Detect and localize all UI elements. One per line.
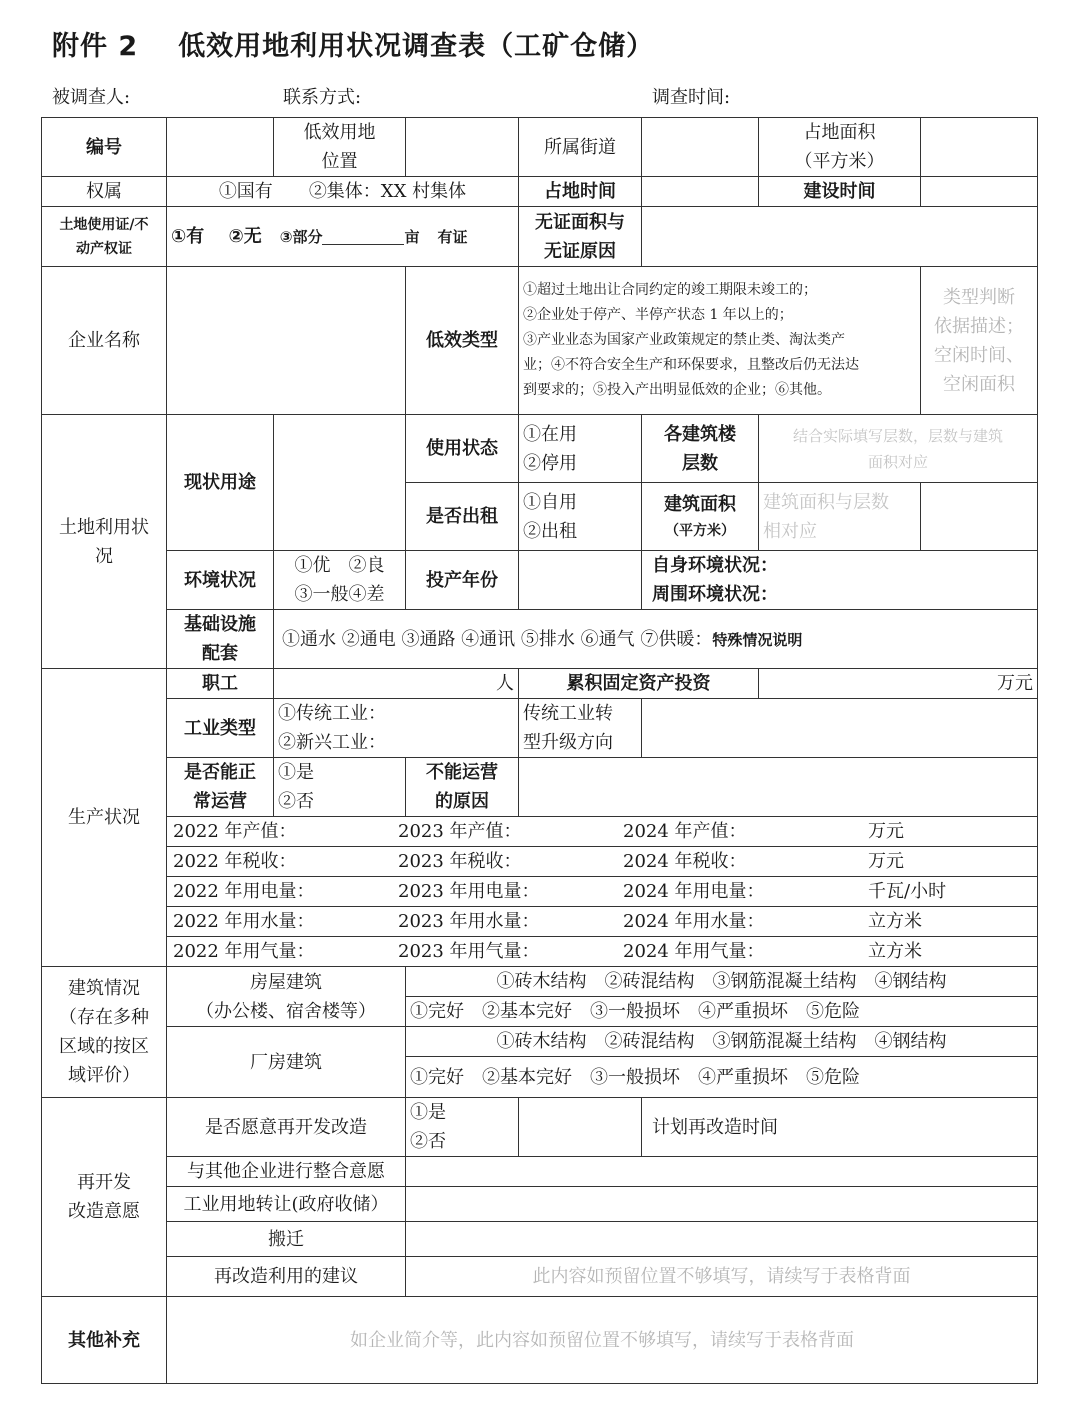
- year-row-tax[interactable]: 2022 年税收： 2023 年税收： 2024 年税收： 万元: [167, 847, 1038, 877]
- label-number: 编号: [42, 118, 167, 177]
- label-staff: 职工: [167, 669, 274, 699]
- field-current-use[interactable]: [274, 415, 406, 551]
- field-staff[interactable]: 人: [274, 669, 519, 699]
- label-current-use: 现状用途: [167, 415, 274, 551]
- label-industry-type: 工业类型: [167, 699, 274, 758]
- field-merge-intent[interactable]: [406, 1157, 1038, 1187]
- label-inefficiency-type: 低效类型: [406, 267, 519, 415]
- use-status-options[interactable]: ①在用 ②停用: [519, 415, 642, 483]
- field-build-time[interactable]: [921, 177, 1038, 207]
- industry-type-options[interactable]: ①传统工业： ②新兴工业：: [274, 699, 519, 758]
- land-cert-options[interactable]: ①有 ②无 ③部分 亩 有证: [167, 207, 519, 267]
- label-merge-intent: 与其他企业进行整合意愿: [167, 1157, 406, 1187]
- label-plan-time[interactable]: 计划再改造时间: [642, 1098, 1038, 1157]
- field-street[interactable]: [642, 118, 759, 177]
- field-occupy-time[interactable]: [642, 177, 759, 207]
- label-ownership: 权属: [42, 177, 167, 207]
- label-build-area: 建筑面积 （平方米）: [642, 483, 759, 551]
- field-not-operating-reason[interactable]: [519, 758, 1038, 817]
- label-invest-year: 投产年份: [406, 551, 519, 610]
- label-use-status: 使用状态: [406, 415, 519, 483]
- label-rented: 是否出租: [406, 483, 519, 551]
- label-relocate: 搬迁: [167, 1222, 406, 1257]
- contact-label: 联系方式:: [283, 87, 362, 108]
- field-company-name[interactable]: [167, 267, 406, 415]
- label-normal-operation: 是否能正 常运营: [167, 758, 274, 817]
- label-house-building: 房屋建筑 （办公楼、宿舍楼等）: [167, 967, 406, 1027]
- label-land-cert: 土地使用证/不 动产权证: [42, 207, 167, 267]
- year-row-gas[interactable]: 2022 年用气量： 2023 年用气量： 2024 年用气量： 立方米: [167, 937, 1038, 967]
- label-land-use: 土地利用状 况: [42, 415, 167, 669]
- field-location[interactable]: [406, 118, 519, 177]
- inefficiency-hint: 类型判断 依据描述； 空闲时间、 空闲面积: [921, 267, 1038, 415]
- label-redevelop: 再开发 改造意愿: [42, 1098, 167, 1297]
- field-relocate[interactable]: [406, 1222, 1038, 1257]
- rented-options[interactable]: ①自用 ②出租: [519, 483, 642, 551]
- label-willing-redevelop: 是否愿意再开发改造: [167, 1098, 406, 1157]
- ownership-options[interactable]: ①国有 ②集体：XX 村集体: [167, 177, 519, 207]
- field-number[interactable]: [167, 118, 274, 177]
- label-not-operating-reason: 不能运营 的原因: [406, 758, 519, 817]
- inefficiency-type-desc[interactable]: ①超过土地出让合同约定的竣工期限未竣工的； ②企业处于停产、半停产状态 1 年以上的； ③产业业态为国家产业政策规定的禁止类、淘汰类产 业；④不符合安全生产和环保要求，且整改后仍无法达 到要求的；⑤投入产出明显低效的企业；⑥其他。: [519, 267, 921, 415]
- field-no-cert[interactable]: [642, 207, 1038, 267]
- environment-options[interactable]: ①优 ②良 ③一般④差: [274, 551, 406, 610]
- survey-table: [41, 117, 1038, 1384]
- label-fixed-invest: 累积固定资产投资: [519, 669, 759, 699]
- field-area[interactable]: [921, 118, 1038, 177]
- field-invest-year[interactable]: [519, 551, 642, 610]
- label-area: 占地面积 （平方米）: [759, 118, 921, 177]
- label-upgrade: 传统工业转 型升级方向: [519, 699, 642, 758]
- field-fixed-invest[interactable]: 万元: [759, 669, 1038, 699]
- willing-redevelop-options[interactable]: ①是 ②否: [406, 1098, 519, 1157]
- label-environment: 环境状况: [167, 551, 274, 610]
- factory-condition-options[interactable]: ①完好 ②基本完好 ③一般损坏 ④严重损坏 ⑤危险: [406, 1057, 1038, 1098]
- survey-time-label: 调查时间:: [652, 87, 731, 108]
- label-company-name: 企业名称: [42, 267, 167, 415]
- infrastructure-options[interactable]: ①通水 ②通电 ③通路 ④通讯 ⑤排水 ⑥通气 ⑦供暖：特殊情况说明: [274, 610, 1038, 669]
- label-street: 所属街道: [519, 118, 642, 177]
- house-structure-options[interactable]: ①砖木结构 ②砖混结构 ③钢筋混凝土结构 ④钢结构: [406, 967, 1038, 997]
- year-row-output[interactable]: 2022 年产值： 2023 年产值： 2024 年产值： 万元: [167, 817, 1038, 847]
- field-other[interactable]: 如企业简介等，此内容如预留位置不够填写，请续写于表格背面: [167, 1297, 1038, 1384]
- year-row-electricity[interactable]: 2022 年用电量： 2023 年用电量： 2024 年用电量： 千瓦/小时: [167, 877, 1038, 907]
- floors-hint[interactable]: 结合实际填写层数，层数与建筑 面积对应: [759, 415, 1038, 483]
- page-title: 附件 2 低效用地利用状况调查表（工矿仓储）: [52, 31, 655, 62]
- label-infrastructure: 基础设施 配套: [167, 610, 274, 669]
- factory-structure-options[interactable]: ①砖木结构 ②砖混结构 ③钢筋混凝土结构 ④钢结构: [406, 1027, 1038, 1057]
- year-row-water[interactable]: 2022 年用水量： 2023 年用水量： 2024 年用水量： 立方米: [167, 907, 1038, 937]
- label-occupy-time: 占地时间: [519, 177, 642, 207]
- field-suggestion[interactable]: 此内容如预留位置不够填写，请续写于表格背面: [406, 1257, 1038, 1297]
- respondent-label: 被调查人:: [52, 87, 131, 108]
- house-condition-options[interactable]: ①完好 ②基本完好 ③一般损坏 ④严重损坏 ⑤危险: [406, 997, 1038, 1027]
- normal-operation-options[interactable]: ①是 ②否: [274, 758, 406, 817]
- label-build-time: 建设时间: [759, 177, 921, 207]
- label-factory-building: 厂房建筑: [167, 1027, 406, 1098]
- part-area-blank[interactable]: [322, 230, 404, 245]
- label-location: 低效用地 位置: [274, 118, 406, 177]
- field-willing-extra[interactable]: [519, 1098, 642, 1157]
- environment-detail[interactable]: 自身环境状况： 周围环境状况：: [642, 551, 1038, 610]
- label-building: 建筑情况 （存在多种 区域的按区 域评价）: [42, 967, 167, 1098]
- label-production: 生产状况: [42, 669, 167, 967]
- build-area-hint[interactable]: 建筑面积与层数 相对应: [759, 483, 921, 551]
- field-land-transfer[interactable]: [406, 1187, 1038, 1222]
- label-other: 其他补充: [42, 1297, 167, 1384]
- field-build-area-extra[interactable]: [921, 483, 1038, 551]
- label-floors: 各建筑楼 层数: [642, 415, 759, 483]
- field-upgrade[interactable]: [642, 699, 1038, 758]
- label-suggestion: 再改造利用的建议: [167, 1257, 406, 1297]
- label-land-transfer: 工业用地转让(政府收储）: [167, 1187, 406, 1222]
- label-no-cert: 无证面积与 无证原因: [519, 207, 642, 267]
